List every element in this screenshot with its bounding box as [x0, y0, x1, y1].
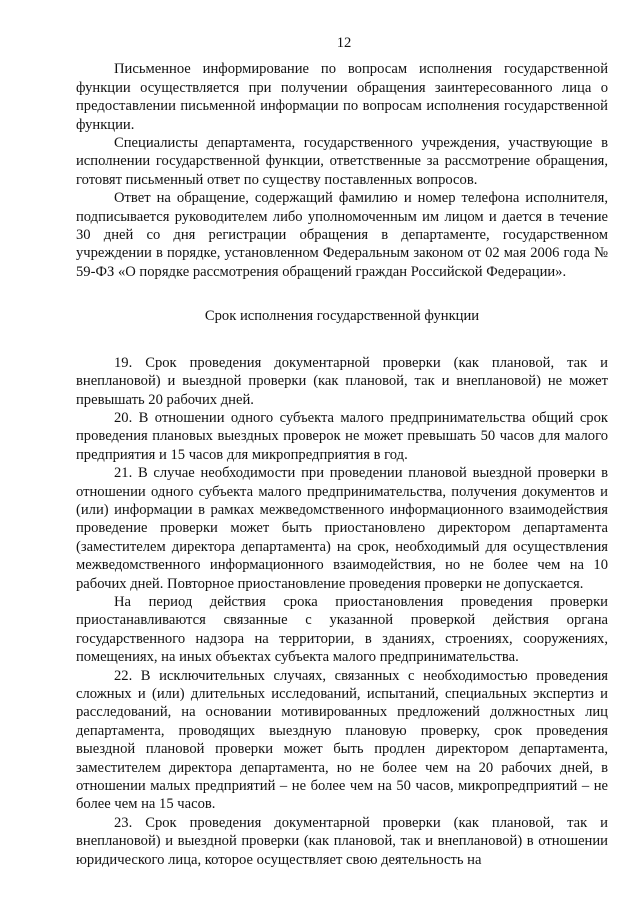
document-page — [76, 34, 608, 869]
paragraph-item-22: 22. В исключительных случаях, связанных с необходимостью проведения сложных и (или) длительных исследований, испытаний, специальных экспертиз и расследований, на основании мотивированных предложений должностных лиц департамента, проводящих выездную плановую проверку, срок проведения выездной плановой проверки может быть продлен директором департамента, заместителем директора департамента, но не более чем на 20 рабочих дней, в отношении малых предприятий – не более чем на 50 часов, микропредприятий – не более чем на 15 часов. — [76, 667, 608, 813]
paragraph-specialists: Специалисты департамента, государственного учреждения, участвующие в исполнении государственной функции, ответственные за рассмотрение обращения, готовят письменный ответ по существу поставленных вопросов. — [76, 135, 608, 188]
paragraph-suspension-period: На период действия срока приостановления проведения проверки приостанавливаются связанные с указанной проверкой действия органа государственного надзора на территории, в зданиях, строениях, сооружениях, помещениях, на иных объектах субъекта малого предпринимательства. — [76, 593, 608, 666]
paragraph-written-informing: Письменное информирование по вопросам исполнения государственной функции осуществляется при получении обращения заинтересованного лица о предоставлении письменной информации по вопросам исполнения государственной функции. — [76, 61, 608, 133]
section-heading: Срок исполнения государственной функции — [204, 308, 480, 325]
paragraph-item-20: 20. В отношении одного субъекта малого предпринимательства общий срок проведения плановых выездных проверок не может превышать 50 часов для малого предприятия и 15 часов для микропредприятия в год. — [76, 409, 608, 463]
paragraph-item-23: 23. Срок проведения документарной проверки (как плановой, так и внеплановой) и выездной проверки (как плановой, так и внеплановой) в отношении юридического лица, которое осуществляет свою деятельность на — [76, 814, 608, 868]
paragraph-item-21: 21. В случае необходимости при проведении плановой выездной проверки в отношении одного субъекта малого предпринимательства, получения документов и (или) информации в рамках межведомственного информационного взаимодействия проведение проверки может быть приостановлено директором департамента (заместителем директора департамента) на срок, необходимый для осуществления межведомственного информационного взаимодействия, но не более чем на 10 рабочих дней. Повторное приостановление проведения проверки не допускается. — [76, 465, 608, 592]
page-number: 12 — [336, 35, 352, 51]
paragraph-response: Ответ на обращение, содержащий фамилию и номер телефона исполнителя, подписывается руководителем либо уполномоченным им лицом и дается в течение 30 дней со дня регистрации обращения в департаменте, государственном учреждении в порядке, установленном Федеральным законом от 02 мая 2006 года № 59-ФЗ «О порядке рассмотрения обращений граждан Российской Федерации». — [76, 190, 608, 280]
paragraph-item-19: 19. Срок проведения документарной проверки (как плановой, так и внеплановой) и выездной проверки (как плановой, так и внеплановой) не может превышать 20 рабочих дней. — [76, 354, 608, 408]
